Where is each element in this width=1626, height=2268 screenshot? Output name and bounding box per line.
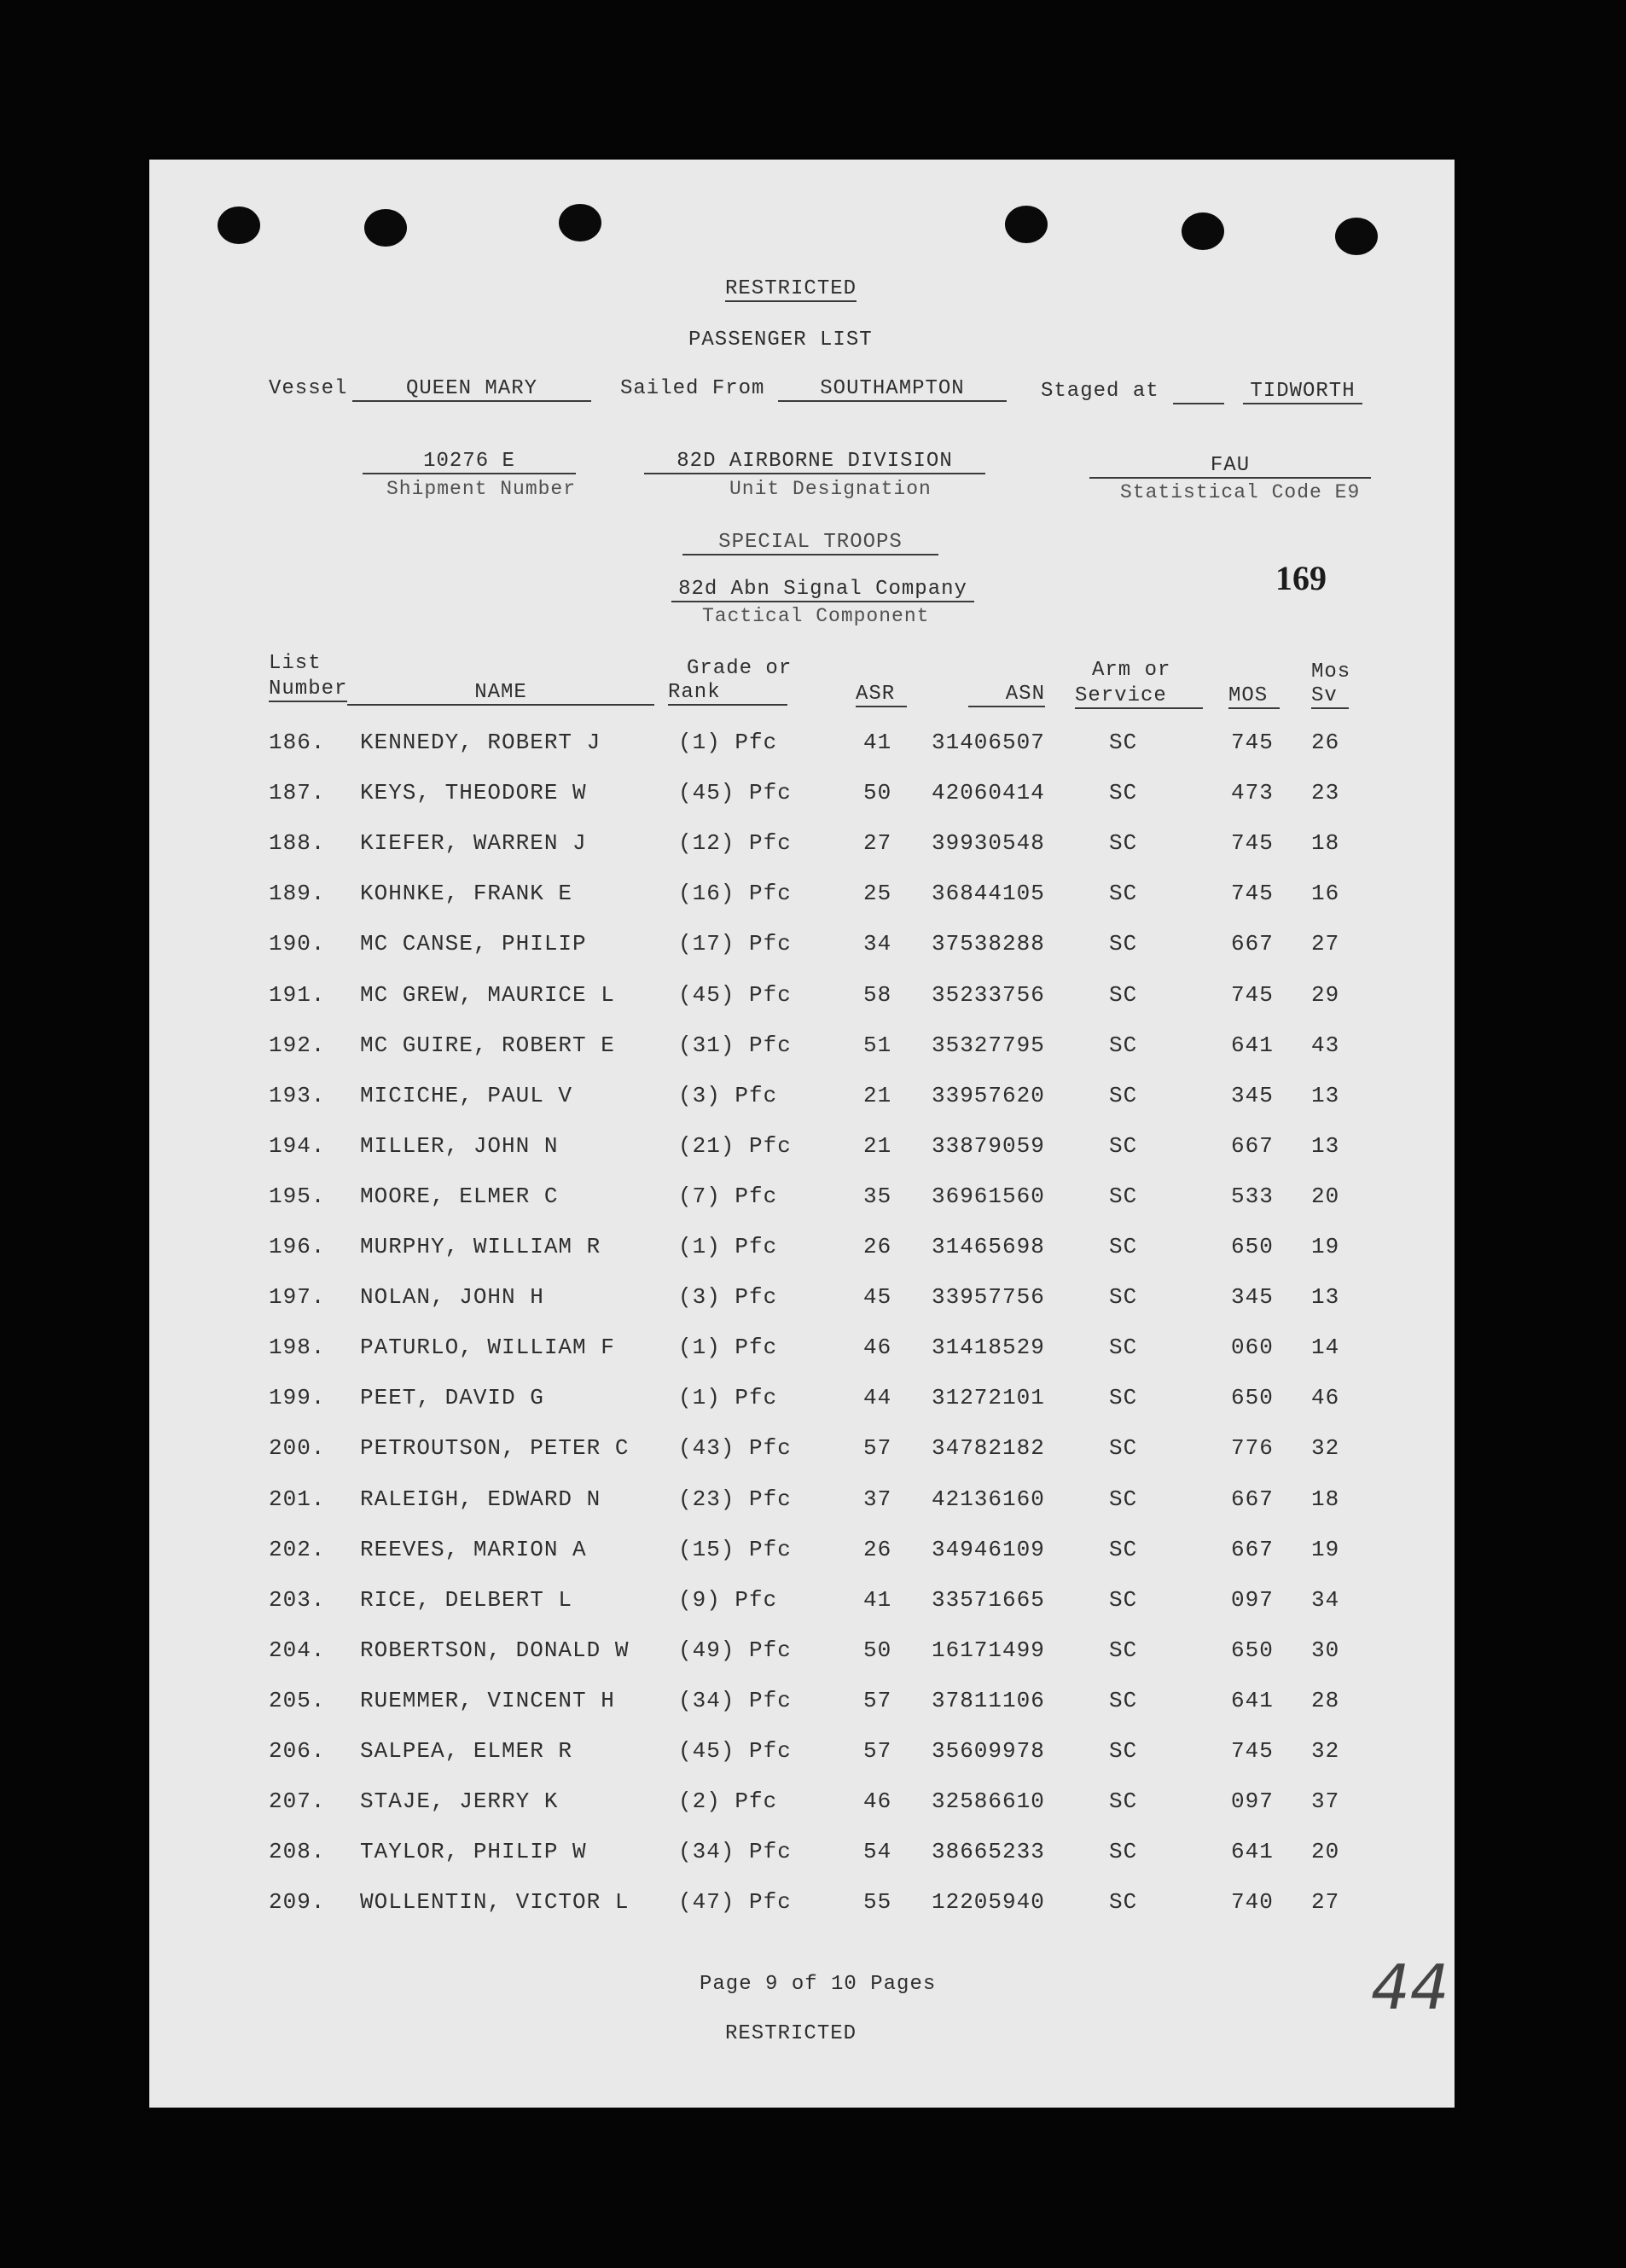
cell-sv: 20 bbox=[1311, 1183, 1340, 1209]
cell-arm: SC bbox=[1109, 881, 1138, 907]
cell-num: 199. bbox=[269, 1385, 326, 1411]
cell-name: MICICHE, PAUL V bbox=[360, 1082, 573, 1108]
punch-hole bbox=[1005, 206, 1048, 243]
cell-grade: (2) Pfc bbox=[678, 1788, 778, 1815]
cell-asn: 33957756 bbox=[932, 1284, 1045, 1311]
classification-top: RESTRICTED bbox=[725, 277, 857, 300]
cell-asn: 31418529 bbox=[932, 1335, 1045, 1361]
cell-arm: SC bbox=[1109, 1335, 1138, 1361]
shipment-number-label: Shipment Number bbox=[386, 478, 577, 500]
statistical-code-label: Statistical Code E9 bbox=[1120, 481, 1361, 503]
cell-asr: 35 bbox=[863, 1183, 892, 1209]
header-sv: Sv bbox=[1311, 684, 1349, 709]
cell-name: KOHNKE, FRANK E bbox=[360, 881, 573, 907]
cell-num: 207. bbox=[269, 1788, 326, 1815]
cell-sv: 13 bbox=[1311, 1284, 1340, 1311]
sailed-from-value: SOUTHAMPTON bbox=[778, 377, 1007, 402]
cell-mos: 650 bbox=[1231, 1637, 1274, 1663]
cell-sv: 34 bbox=[1311, 1586, 1340, 1613]
cell-name: NOLAN, JOHN H bbox=[360, 1284, 544, 1311]
cell-mos: 667 bbox=[1231, 1536, 1274, 1562]
cell-name: RICE, DELBERT L bbox=[360, 1586, 573, 1613]
cell-grade: (45) Pfc bbox=[678, 780, 792, 806]
cell-arm: SC bbox=[1109, 780, 1138, 806]
cell-name: SALPEA, ELMER R bbox=[360, 1738, 573, 1764]
cell-asr: 50 bbox=[863, 780, 892, 806]
special-troops: SPECIAL TROOPS bbox=[682, 531, 938, 555]
document-page bbox=[149, 160, 1455, 2108]
cell-num: 206. bbox=[269, 1738, 326, 1764]
cell-grade: (34) Pfc bbox=[678, 1839, 792, 1865]
table-row bbox=[149, 1335, 1455, 1369]
cell-num: 195. bbox=[269, 1183, 326, 1209]
table-row bbox=[149, 931, 1455, 965]
cell-sv: 28 bbox=[1311, 1687, 1340, 1713]
cell-arm: SC bbox=[1109, 730, 1138, 755]
cell-sv: 19 bbox=[1311, 1234, 1340, 1259]
punch-hole bbox=[1182, 212, 1224, 250]
cell-asn: 32586610 bbox=[932, 1788, 1045, 1815]
table-row bbox=[149, 1183, 1455, 1218]
header-asr: ASR bbox=[856, 683, 907, 707]
cell-grade: (45) Pfc bbox=[678, 981, 792, 1008]
cell-sv: 18 bbox=[1311, 830, 1340, 857]
cell-asr: 25 bbox=[863, 881, 892, 907]
table-row bbox=[149, 1486, 1455, 1521]
table-row bbox=[149, 881, 1455, 915]
table-row bbox=[149, 1688, 1455, 1722]
cell-asr: 27 bbox=[863, 830, 892, 857]
cell-sv: 23 bbox=[1311, 780, 1340, 806]
cell-sv: 32 bbox=[1311, 1435, 1340, 1462]
cell-asr: 57 bbox=[863, 1738, 892, 1764]
punch-hole bbox=[559, 204, 601, 241]
cell-num: 191. bbox=[269, 981, 326, 1008]
page-stamp-number: 169 bbox=[1275, 559, 1327, 597]
header-rank: Rank bbox=[668, 681, 787, 706]
cell-asr: 54 bbox=[863, 1839, 892, 1865]
cell-mos: 641 bbox=[1231, 1032, 1274, 1058]
cell-name: KIEFER, WARREN J bbox=[360, 830, 587, 857]
cell-asn: 42136160 bbox=[932, 1486, 1045, 1512]
cell-asn: 33957620 bbox=[932, 1082, 1045, 1108]
cell-asn: 31465698 bbox=[932, 1234, 1045, 1259]
punch-hole bbox=[218, 206, 260, 244]
header-mos-sv: Mos bbox=[1311, 660, 1351, 683]
cell-name: PEET, DAVID G bbox=[360, 1385, 544, 1411]
cell-name: MURPHY, WILLIAM R bbox=[360, 1234, 601, 1259]
cell-num: 208. bbox=[269, 1839, 326, 1865]
page-footer: Page 9 of 10 Pages bbox=[700, 1973, 937, 1996]
cell-arm: SC bbox=[1109, 1586, 1138, 1613]
cell-mos: 745 bbox=[1231, 1738, 1274, 1764]
header-arm: Arm or bbox=[1092, 659, 1171, 682]
cell-arm: SC bbox=[1109, 1788, 1138, 1815]
cell-mos: 060 bbox=[1231, 1335, 1274, 1361]
cell-num: 192. bbox=[269, 1032, 326, 1058]
cell-mos: 097 bbox=[1231, 1788, 1274, 1815]
cell-arm: SC bbox=[1109, 1435, 1138, 1462]
cell-asr: 57 bbox=[863, 1435, 892, 1462]
table-row bbox=[149, 1032, 1455, 1067]
cell-mos: 473 bbox=[1231, 780, 1274, 806]
cell-asr: 26 bbox=[863, 1536, 892, 1562]
vessel-label: Vessel bbox=[269, 377, 348, 400]
cell-num: 197. bbox=[269, 1284, 326, 1311]
cell-grade: (12) Pfc bbox=[678, 830, 792, 857]
cell-sv: 27 bbox=[1311, 1889, 1340, 1916]
cell-mos: 745 bbox=[1231, 830, 1274, 857]
cell-asn: 36844105 bbox=[932, 881, 1045, 907]
cell-asr: 37 bbox=[863, 1486, 892, 1512]
cell-name: RALEIGH, EDWARD N bbox=[360, 1486, 601, 1512]
cell-arm: SC bbox=[1109, 830, 1138, 857]
cell-sv: 18 bbox=[1311, 1486, 1340, 1512]
cell-asn: 42060414 bbox=[932, 780, 1045, 806]
cell-mos: 667 bbox=[1231, 931, 1274, 957]
table-row bbox=[149, 1133, 1455, 1167]
cell-name: REEVES, MARION A bbox=[360, 1536, 587, 1562]
table-row bbox=[149, 1788, 1455, 1823]
cell-mos: 345 bbox=[1231, 1284, 1274, 1311]
table-row bbox=[149, 1385, 1455, 1419]
cell-arm: SC bbox=[1109, 1082, 1138, 1108]
table-row bbox=[149, 730, 1455, 764]
cell-asn: 16171499 bbox=[932, 1637, 1045, 1663]
cell-arm: SC bbox=[1109, 1032, 1138, 1058]
table-row bbox=[149, 1889, 1455, 1923]
cell-arm: SC bbox=[1109, 931, 1138, 957]
cell-arm: SC bbox=[1109, 1687, 1138, 1713]
cell-name: RUEMMER, VINCENT H bbox=[360, 1687, 615, 1713]
cell-asn: 35233756 bbox=[932, 981, 1045, 1008]
document-title: PASSENGER LIST bbox=[688, 329, 873, 352]
cell-asn: 31406507 bbox=[932, 730, 1045, 755]
table-row bbox=[149, 780, 1455, 814]
unit-designation-label: Unit Designation bbox=[729, 478, 932, 500]
cell-sv: 46 bbox=[1311, 1385, 1340, 1411]
table-row bbox=[149, 1234, 1455, 1268]
cell-num: 186. bbox=[269, 730, 326, 755]
cell-mos: 745 bbox=[1231, 881, 1274, 907]
cell-name: MOORE, ELMER C bbox=[360, 1183, 559, 1209]
cell-grade: (43) Pfc bbox=[678, 1435, 792, 1462]
cell-mos: 650 bbox=[1231, 1385, 1274, 1411]
cell-asn: 12205940 bbox=[932, 1889, 1045, 1916]
header-list: List bbox=[269, 652, 322, 675]
cell-num: 193. bbox=[269, 1082, 326, 1108]
unit-designation: 82D AIRBORNE DIVISION bbox=[644, 450, 985, 474]
classification-bottom: RESTRICTED bbox=[725, 2022, 857, 2045]
cell-mos: 745 bbox=[1231, 730, 1274, 755]
cell-grade: (16) Pfc bbox=[678, 881, 792, 907]
cell-num: 194. bbox=[269, 1132, 326, 1159]
cell-arm: SC bbox=[1109, 1738, 1138, 1764]
cell-asn: 34782182 bbox=[932, 1435, 1045, 1462]
cell-arm: SC bbox=[1109, 1284, 1138, 1311]
cell-asn: 37538288 bbox=[932, 931, 1045, 957]
cell-mos: 097 bbox=[1231, 1586, 1274, 1613]
cell-num: 205. bbox=[269, 1687, 326, 1713]
header-asn: ASN bbox=[968, 683, 1045, 707]
cell-arm: SC bbox=[1109, 1234, 1138, 1259]
cell-asn: 35327795 bbox=[932, 1032, 1045, 1058]
handwritten-number: 44 bbox=[1371, 1951, 1449, 2023]
cell-name: MC CANSE, PHILIP bbox=[360, 931, 587, 957]
cell-asn: 34946109 bbox=[932, 1536, 1045, 1562]
cell-asr: 46 bbox=[863, 1788, 892, 1815]
cell-grade: (15) Pfc bbox=[678, 1536, 792, 1562]
cell-name: WOLLENTIN, VICTOR L bbox=[360, 1889, 630, 1916]
header-name: NAME bbox=[347, 681, 654, 706]
cell-asr: 45 bbox=[863, 1284, 892, 1311]
cell-mos: 345 bbox=[1231, 1082, 1274, 1108]
cell-name: TAYLOR, PHILIP W bbox=[360, 1839, 587, 1865]
cell-asn: 33879059 bbox=[932, 1132, 1045, 1159]
cell-asr: 55 bbox=[863, 1889, 892, 1916]
cell-sv: 43 bbox=[1311, 1032, 1340, 1058]
cell-mos: 641 bbox=[1231, 1687, 1274, 1713]
cell-arm: SC bbox=[1109, 1536, 1138, 1562]
cell-grade: (23) Pfc bbox=[678, 1486, 792, 1512]
cell-asr: 58 bbox=[863, 981, 892, 1008]
cell-asr: 57 bbox=[863, 1687, 892, 1713]
punch-hole bbox=[1335, 218, 1378, 255]
staged-at-value: TIDWORTH bbox=[1243, 380, 1362, 404]
cell-name: MC GUIRE, ROBERT E bbox=[360, 1032, 615, 1058]
cell-num: 203. bbox=[269, 1586, 326, 1613]
cell-grade: (21) Pfc bbox=[678, 1132, 792, 1159]
cell-num: 187. bbox=[269, 780, 326, 806]
cell-num: 202. bbox=[269, 1536, 326, 1562]
cell-grade: (3) Pfc bbox=[678, 1284, 778, 1311]
cell-asr: 21 bbox=[863, 1132, 892, 1159]
cell-asr: 44 bbox=[863, 1385, 892, 1411]
cell-asn: 36961560 bbox=[932, 1183, 1045, 1209]
cell-arm: SC bbox=[1109, 1385, 1138, 1411]
cell-asn: 31272101 bbox=[932, 1385, 1045, 1411]
table-row bbox=[149, 1637, 1455, 1672]
cell-grade: (9) Pfc bbox=[678, 1586, 778, 1613]
cell-asr: 34 bbox=[863, 931, 892, 957]
cell-sv: 13 bbox=[1311, 1132, 1340, 1159]
cell-grade: (1) Pfc bbox=[678, 1234, 778, 1259]
staged-at-label: Staged at bbox=[1041, 380, 1159, 403]
cell-grade: (7) Pfc bbox=[678, 1183, 778, 1209]
cell-name: ROBERTSON, DONALD W bbox=[360, 1637, 630, 1663]
cell-name: MC GREW, MAURICE L bbox=[360, 981, 615, 1008]
table-row bbox=[149, 1537, 1455, 1571]
cell-mos: 745 bbox=[1231, 981, 1274, 1008]
cell-name: PATURLO, WILLIAM F bbox=[360, 1335, 615, 1361]
cell-grade: (34) Pfc bbox=[678, 1687, 792, 1713]
cell-asr: 41 bbox=[863, 730, 892, 755]
cell-arm: SC bbox=[1109, 981, 1138, 1008]
cell-grade: (31) Pfc bbox=[678, 1032, 792, 1058]
cell-sv: 27 bbox=[1311, 931, 1340, 957]
cell-mos: 650 bbox=[1231, 1234, 1274, 1259]
header-service: Service bbox=[1075, 684, 1203, 709]
header-number: Number bbox=[269, 677, 348, 701]
cell-num: 201. bbox=[269, 1486, 326, 1512]
cell-grade: (1) Pfc bbox=[678, 730, 778, 755]
table-row bbox=[149, 1738, 1455, 1772]
table-row bbox=[149, 830, 1455, 864]
cell-arm: SC bbox=[1109, 1637, 1138, 1663]
cell-asn: 35609978 bbox=[932, 1738, 1045, 1764]
cell-asr: 50 bbox=[863, 1637, 892, 1663]
cell-asn: 38665233 bbox=[932, 1839, 1045, 1865]
cell-asr: 46 bbox=[863, 1335, 892, 1361]
table-row bbox=[149, 1839, 1455, 1873]
cell-asn: 33571665 bbox=[932, 1586, 1045, 1613]
table-row bbox=[149, 1284, 1455, 1318]
cell-asr: 26 bbox=[863, 1234, 892, 1259]
cell-grade: (45) Pfc bbox=[678, 1738, 792, 1764]
cell-num: 190. bbox=[269, 931, 326, 957]
cell-mos: 740 bbox=[1231, 1889, 1274, 1916]
cell-sv: 14 bbox=[1311, 1335, 1340, 1361]
staged-at-blank bbox=[1173, 380, 1224, 404]
cell-sv: 19 bbox=[1311, 1536, 1340, 1562]
cell-sv: 30 bbox=[1311, 1637, 1340, 1663]
cell-asr: 51 bbox=[863, 1032, 892, 1058]
cell-mos: 667 bbox=[1231, 1486, 1274, 1512]
cell-arm: SC bbox=[1109, 1889, 1138, 1916]
cell-name: KENNEDY, ROBERT J bbox=[360, 730, 601, 755]
cell-asr: 21 bbox=[863, 1082, 892, 1108]
cell-asn: 39930548 bbox=[932, 830, 1045, 857]
cell-arm: SC bbox=[1109, 1486, 1138, 1512]
header-mos: MOS bbox=[1228, 684, 1280, 709]
cell-name: PETROUTSON, PETER C bbox=[360, 1435, 630, 1462]
cell-asn: 37811106 bbox=[932, 1687, 1045, 1713]
cell-name: MILLER, JOHN N bbox=[360, 1132, 559, 1159]
cell-name: KEYS, THEODORE W bbox=[360, 780, 587, 806]
cell-sv: 37 bbox=[1311, 1788, 1340, 1815]
cell-grade: (47) Pfc bbox=[678, 1889, 792, 1916]
cell-name: STAJE, JERRY K bbox=[360, 1788, 559, 1815]
cell-grade: (1) Pfc bbox=[678, 1385, 778, 1411]
table-row bbox=[149, 1587, 1455, 1621]
cell-num: 196. bbox=[269, 1234, 326, 1259]
table-row bbox=[149, 1083, 1455, 1117]
cell-sv: 26 bbox=[1311, 730, 1340, 755]
cell-mos: 533 bbox=[1231, 1183, 1274, 1209]
cell-num: 204. bbox=[269, 1637, 326, 1663]
header-grade: Grade or bbox=[687, 657, 793, 680]
sailed-from-label: Sailed From bbox=[620, 377, 765, 400]
cell-arm: SC bbox=[1109, 1183, 1138, 1209]
company-name: 82d Abn Signal Company bbox=[671, 578, 974, 602]
cell-mos: 641 bbox=[1231, 1839, 1274, 1865]
cell-arm: SC bbox=[1109, 1132, 1138, 1159]
cell-sv: 20 bbox=[1311, 1839, 1340, 1865]
tactical-component-label: Tactical Component bbox=[702, 605, 930, 627]
cell-grade: (49) Pfc bbox=[678, 1637, 792, 1663]
statistical-code: FAU bbox=[1089, 454, 1371, 479]
cell-num: 209. bbox=[269, 1889, 326, 1916]
cell-num: 189. bbox=[269, 881, 326, 907]
cell-mos: 667 bbox=[1231, 1132, 1274, 1159]
cell-grade: (17) Pfc bbox=[678, 931, 792, 957]
shipment-number: 10276 E bbox=[363, 450, 576, 474]
cell-sv: 16 bbox=[1311, 881, 1340, 907]
cell-grade: (3) Pfc bbox=[678, 1082, 778, 1108]
cell-num: 198. bbox=[269, 1335, 326, 1361]
cell-mos: 776 bbox=[1231, 1435, 1274, 1462]
cell-sv: 13 bbox=[1311, 1082, 1340, 1108]
cell-grade: (1) Pfc bbox=[678, 1335, 778, 1361]
cell-asr: 41 bbox=[863, 1586, 892, 1613]
cell-num: 188. bbox=[269, 830, 326, 857]
cell-num: 200. bbox=[269, 1435, 326, 1462]
vessel-value: QUEEN MARY bbox=[352, 377, 591, 402]
punch-hole bbox=[364, 209, 407, 247]
table-row bbox=[149, 1435, 1455, 1469]
cell-sv: 29 bbox=[1311, 981, 1340, 1008]
cell-sv: 32 bbox=[1311, 1738, 1340, 1764]
cell-arm: SC bbox=[1109, 1839, 1138, 1865]
table-row bbox=[149, 982, 1455, 1016]
